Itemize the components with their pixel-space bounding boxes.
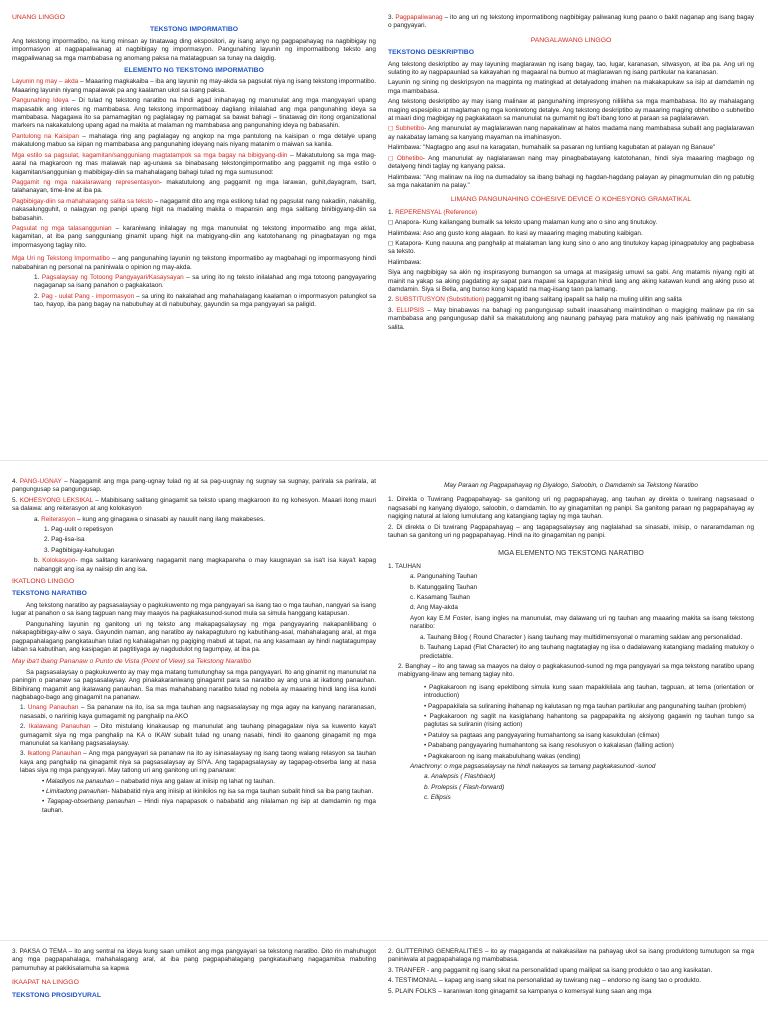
element-paragraph [12,78,376,95]
example-label: Halimbawa: [388,258,422,266]
definition: – mahalaga ring ang paglalagay ng angkop na mga pantulong na kaisipan o mga detalye upang makatulong mabuo sa isipan ng mambabasa ang pangunahing ideyang nais niyang matanim o maiwan sa kanila. [12,132,376,149]
term: Mga Uri ng Tekstong Impormatibo [12,255,110,263]
list-item: • Tagapag-obserbang panauhan – Hindi niya napapasok o nababatid ang nilalaman ng isip at damdamin ng mga tauhan. [42,798,376,814]
list-item: b. Tauhang Lapad (Flat Character) ito ang tauhang nagtataglay ng iisa o dadalawang katangiang madaling matukoy o predictable. [420,644,754,660]
paragraph: ◻ Katapora- Kung nauuna ang panghalip at malalaman lang kung sino o ano ang tinutukoy kapag ipinagpatuloy ang pagbabasa sa teksto. [388,239,754,256]
list-item: a. Analepsis ( Flashback) [424,773,496,781]
list-item: 2. SUBSTITUSYON (Substitution) paggamit ng ibang salitang ipapalit sa halip na muling ulitin ang salita [388,296,682,304]
panel-top-left [12,14,376,414]
paragraph: Layunin ng sining ng deskripsyon na magpinta ng matingkad at detalyadong imahen na makakapukaw sa isip at damdamin ng mga mambabasa. [388,79,754,95]
list-item: d. Ang May-akda [410,604,458,612]
list-item: 1. Pagsalaysay ng Totoong Pangyayari/Kasaysayan – sa uring ito ng teksto inilalahad ang mga totoong pangyayaring nagaganap sa isang panahon o pagkakataon. [34,273,376,290]
list-item: 2. Pag - uulat Pang - impormasyon – sa uring ito nakalahad ang mahahalagang kaalaman o impormasyon patungkol sa tao, hayop, iba pang bagay na nabubuhay at di nabubuhay, gayundin sa mga pangyayari sa paligid. [34,292,376,309]
element-paragraph [12,97,376,131]
example: Halimbawa: "Ang malinaw na ilog na dumadaloy sa ibang bahagi ng hagdan-hagdang palayan ay pinagmumulan din ng patubig sa mga nakatanim na palay." [388,173,754,189]
panel-bottom-left [12,948,376,1024]
paragraph: Pangunahing layunin ng ganitong uri ng teksto ang makapagsalaysay ng mga pangyayaring nakapanlilibang o nakapagbibigay-aliw o saya. Gayundin naman, ang naratibo ay nakapagtuturo ng kabutihang-asal, mahahalagang aral, at mga pagpapahalagang pangkatauhan tulad ng kahalagahan ng pagiging mabuti at tapat, na ang kasamaan ay hindi nagtatagumpay laban sa kabutihan, ang kasipagan at pagtitiyaga ay nagdudulot ng tagumpay, at iba pa. [12,620,376,653]
list-item: c. Kasamang Tauhan [410,594,470,602]
numbered-list [12,704,376,815]
list-item: 1. REPERENSYAL (Reference) [388,208,478,216]
list-item: 1. Pag-uulit o repetisyon [44,526,113,534]
section-heading: TEKSTONG IMPORMATIBO [149,26,239,34]
definition: – Maaaring magkakaiba – iba ang layunin ng may-akda sa pagsulat niya ng isang tekstong impormatibo. Maaaring layunin niyang mapalawak pa ang kaalaman ukol sa isang paksa. [12,78,376,94]
element-paragraph [12,152,376,177]
definition: - makatutulong ang paggamit ng mga larawan, guhit,dayagram, tsart, talahanayan, time-line at iba pa. [12,178,376,195]
paragraph: Ang tekstong deskriptibo ay may layuning maglarawan ng isang bagay, tao, lugar, karanasan, sitwasyon, at iba pa. Ang uri ng sulating ito ay nagpapaunlad sa kakayahan ng magaaral na bumuo at maglarawan ng isang partikular na karanasan. [388,60,754,77]
definition: – Di tulad ng tekstong naratibo na hindi agad inihahayag ng manunulat ang mga mangyayari upang mapasabik ang interes ng mambabasa. Ang tekstong impormatiboay dagliang inilalahad ang mga pangunahing ideya sa mambabasa. Nagagawa ito sa pamamagitan ng paglalagay ng pamagat sa bawat bahagi – tinatawag din itong organizational markers na nakakatulong upang agad na makita at malaman ng mambabasa ang pangunahing ideya ng babasahin. [12,97,376,130]
list-item: a. Reiterasyon – kung ang ginagawa o sinasabi ay nauulit nang ilang makabeses. [34,515,265,523]
element-paragraph [12,133,376,150]
panel-middle-left [12,478,376,930]
paragraph: Ang tekstong impormatibo, na kung minsan ay tinatawag ding ekspositori, ay isang anyo ng pagpapahayag na nagbibigay ng impormasyon at nagpapaliwanag at nagbibigay ng impormasyon. Pangunahing layunin ng impormatibong teksto ang magpaliwanag sa mga mambabasa ng anomang paksa na matatagpuan sa tunay na daigdig. [12,37,376,62]
paragraph: Ang tekstong naratibo ay pagsasalaysay o pagkukuwento ng mga pangyayari sa isang tao o mga tauhan, nangyari sa isang lugar at panahon o sa isang tagpuan nang may maayos na pagkakasunod-sunod mula sa simula hanggang katapusan. [12,601,376,618]
definition: – Makatutulong sa mga mag-aaral na magkaroon ng mas malawak nap ag-unawa sa binabasang tekstongimpormatibo ang paggamit ng mga estilo o kagamitan/sanggunian g mabibigay-diin sa mahahalagang bahagi tulad ng mga sumusunod: [12,151,376,176]
sub-list [12,516,376,574]
list-item: b. Katunggaling Tauhan [410,583,478,591]
list-item: 5. PLAIN FOLKS – karaniwan itong ginagamit sa kampanya o komersyal kung saan ang mga [388,987,652,995]
list-item: • Maladiyos na panauhan – nababatid niya ang galaw at iniisip ng lahat ng tauhan. [42,777,275,785]
definition: – ang pangunahing layunin ng tekstong impormatibo ay magbahagi ng impormasyong hindi nababahiran ng personal na paniniwala o opinion ng may-akda. [12,255,376,271]
list-item: a. Tauhang Bilog ( Round Character ) isang tauhang may multidimensyonal o maraming saklaw ang personalidad. [420,633,743,641]
list-item: • Pagkakaroon ng isang epektibong simula kung saan mapakikilala ang tauhan, tagpuan, at tema (orientation or introduction) [424,683,754,700]
list-item: 5. KOHESYONG LEKSIKAL – Mabibisang salitang ginagamit sa teksto upang magkaroon ito ng kohesyon. Maaari itong mauri sa dalawa: ang reiterasyon at ang kolokasyon [12,496,376,513]
term: Layunin ng may – akda [12,78,79,86]
element-paragraph [12,225,376,250]
list-item: b. Kolokasyon- mga salitang karaniwang nagagamit nang magkapareha o may kaugnayan sa isa't isa kaya't kapag nabanggit ang isa ay naiisip din ang isa. [34,557,376,573]
week-label: PANGALAWANG LINGGO [530,36,612,44]
paragraph: Ang tekstong deskriptibo ay may isang malinaw at pangunahing impresyong nililikha sa mga mambabasa. Ito ay mahalagang maging espesipiko at maglaman ng mga konkretong detalye. Ang tekstong deskriptibo ay maaaring maging obhetibo o subhetibo at maari ding magbigay ng pagkakataon sa manunulat na gumamit ng iba't ibang tono at paraan sa paglalarawan. [388,98,754,123]
list-item: 2. Pag-iisa-isa [44,536,85,544]
section-heading: MGA ELEMENTO NG TEKSTONG NARATIBO [498,550,644,558]
list-item: 2. Ikalawang Panauhan – Dito mistulang kinakausap ng manunulat ang tauhang pinagagalaw niya sa kuwento kaya't gumagamit siya ng mga panghalip na KA o IKAW subalit tulad ng unang nasabi, hindi ito gaanong ginagamit ng mga manunulat sa kanilang pagsasalaysay. [20,723,376,747]
list-item: • Pagkakaroon ng saglit na kasiglahang hahantong sa pagpapakita ng aksiyong gagawin ng tauhan tungo sa paglutas sa suliranin (rising action) [424,712,754,729]
list-item: 1. TAUHAN [388,562,421,570]
element-paragraph [12,255,376,272]
list-item: • Pagpapakilala sa suliraning ihahanap ng kalutasan ng mga tauhan partikular ang pangunahing tauhan (problem) [424,702,746,710]
week-label: IKATLONG LINGGO [12,578,75,586]
term: Pantulong na Kaisipan [12,132,79,140]
list-item: 1. Unang Panauhan – Sa pananaw na ito, isa sa mga tauhan ang nagsasalaysay ng mga agay na kanyang nararanasan, nasasabi, o naririnig kaya gumagamit ng panghalip na AKO [20,704,376,720]
paragraph: Anachrony: o mga pagsasalaysay na hindi nakaayos sa tamang pagkakasunod -sunod [410,762,656,770]
section-heading: TEKSTONG PROSIDYURAL [12,991,101,999]
list-item: • Pagkakaroon ng isang makabuluhang wakas (ending) [424,752,581,760]
paragraph: ◻ Subhetibo- Ang manunulat ay maglalarawan nang napakalinaw at halos madama nang mambabasa subalit ang paglalarawan ay nakabatay lamang sa kanyang mayaman na imahinasyon. [388,125,754,141]
page-divider [0,940,768,941]
page-divider [0,460,768,461]
example: Siya ang nagbibigay sa akin ng inspirasyong bumangon sa umaga at masigasig umuwi sa gabi. Ang matamis niyang ngiti at mainit na yakap sa aking pagdating ay sapat para mapawi sa kapaguran hindi lang ang aking katawan kundi ang aking puso at damdamin. Siya si Bella, ang bunso kong kapatid na mag-iisang taon pa lamang. [388,269,754,293]
bullet-list [388,684,754,761]
list-item: • Pababang pangyayaring humahantong sa isang resolusyon o kakalasan (falling action) [424,742,674,750]
list-item: 3. Ikatlong Panauhan – Ang mga pangyayari sa pananaw na ito ay isinasalaysay ng isang taong walang relasyon sa tauhan kaya ang panghalip na ginagamit niya sa pagsasalaysay ay SIYA. Ang tagapagsalaysay ay tagapag-obserba lang at nasa labas siya ng mga pangyayari. May tatlong uri ang ganitong uri ng pananaw: [20,750,376,775]
list-item: 3. PAKSA O TEMA – ito ang sentral na ideya kung saan umiikot ang mga pangyayari sa tekstong naratibo. Dito rin mahuhugot ang mga pagpapahalaga, mahahalagang aral, at iba pang pagpapahalagang pangkatauhang nagagamitsa mabuting pamumuhay at pakikisalamuha sa kapwa [12,948,376,972]
week-label: UNANG LINGGO [12,14,65,21]
list-item: c. Ellipsis [424,794,451,802]
section-heading: TEKSTONG DESKRIPTIBO [388,49,474,57]
example: Halimbawa: Aso ang gusto kong alagaan. Ito kasi ay maaaring maging mabuting kaibigan. [388,229,643,237]
list-item: 1. Direkta o Tuwirang Pagpapahayag- sa ganitong uri ng pagpapahayag, ang tauhan ay direkta o tuwirang nagsasaad o nagsasabi ng kanyang diyalogo, saloobin, o damdamin. Ito ay ginagamitan ng panipi. Sa ganitong paraan ng pagpapahayag ay nagiging natural at lalong lumulutang ang katangiang taglay ng mga tauhan. [388,496,754,521]
element-paragraph [12,179,376,196]
panel-bottom-right [388,948,754,1024]
section-heading: LIMANG PANGUNAHING COHESIVE DEVICE O KOHESYONG GRAMATIKAL [450,196,692,204]
list-item: 3. Pagbibigay-kahulugan [44,546,115,554]
section-heading: TEKSTONG NARATIBO [12,590,87,598]
list-item: 4. TESTIMONIAL – kapag ang isang sikat na personalidad ay tuwirang nag – endorso ng isang tao o produkto. [388,977,702,985]
list-item: 2. Banghay – ito ang tawag sa maayos na daloy o pagkakasunod-sunod ng mga pangyayari sa mga tekstong naratibo upang mabigyang-linaw ang temang taglay nito. [398,662,754,679]
list-item: 3. ELLIPSIS – May binabawas na bahagi ng pangungusap subalit inaasahang maiintindihan o magiging malinaw pa rin sa mambabasa ang pangungusap dahil sa makatutulong ang naunang pahayag para matukoy ang nais ipahiwatig ng nawalang salita. [388,306,754,331]
term: Pagbibigay-diin sa mahahalagang salita sa teksto [12,197,153,205]
definition: – karaniwang inilalagay ng mga manunulat ng tekstong impormatibo ang mga aklat, kagamitan, at iba pang sangguniang ginamit upang higit na mabigyang-diin ang katotohanang ng pinagbatayan ng mga impormasyong taglay nito. [12,224,376,249]
term: Paggamit ng mga nakalarawang representasyon [12,178,160,186]
paragraph: ◻ Anapora- Kung kailangang bumalik sa teksto upang malaman kung ano o sino ang tinutukoy. [388,219,658,227]
definition: – nagagamit dito ang mga estilong tulad ng pagsulat nang nakadiin, nakahilig, nakasalungguhit, o nalagyan ng panipi upang higit na madaling makita o mapansin ang mga salitang binibigyang-diin sa babasahin. [12,197,376,222]
subsection-heading: May iba't ibang Pananaw o Punto de Vista (Point of View) sa Tekstong Naratibo [12,658,252,666]
section-title: May Paraan ng Pagpapahayag ng Diyalogo, Saloobin, o Damdamin sa Tekstong Naratibo [444,482,698,489]
panel-top-right [388,14,754,414]
term: Mga estilo sa pagsulat, kagamitan/sangguniang magtatampok sa mga bagay na bibigyang-diin [12,151,288,159]
list-item: a. Pangunahing Tauhan [410,573,478,581]
example: Halimbawa: "Nagtagpo ang asul na karagatan, humahalik sa pasaran ng luntiang kagubatan at palayan ng Banaue" [388,144,716,152]
list-item: • Limitadong panauhan- Nababatid niya ang iniisip at ikinikilos ng isa sa mga tauhan subalit hindi sa iba pang tauhan. [42,788,374,795]
section-heading: ELEMENTO NG TEKSTONG IMPORMATIBO [124,67,264,75]
paragraph: Sa pagsasalaysay o pagkukuwento ay may mga matang tumutunghay sa mga pangyayari. Ito ang ginamit ng manunulat na paningin o pananaw sa pagsasalaysay. Ang pinakakaraniwang ginagamit para sa naratibo ay ang una at ikatlong panauhan. Bibihirang magamit ang ikalawang panauhan. Sa mas mahahabang naratibo tulad ng nobela ay maaaring hindi lang iisa kundi nagbabago-bago ang ginagamit na pananaw. [12,668,376,701]
paragraph: ◻ Obhetibo- Ang manunulat ay naglalarawan nang may pinagbabatayang katotohanan, hindi siya maaaring magbago ng detalyeng hindi taglay ng kanyang paksa. [388,154,754,171]
list-item: 4. PANG-UGNAY – Nagagamit ang mga pang-ugnay tulad ng at sa pag-uugnay ng sugnay sa sugnay, parirala sa parirala, at pangungusap sa pangungusap. [12,478,376,494]
term: Pagsulat ng mga talasanggunian [12,224,112,232]
list-item: 2. GLITTERING GENERALITIES – ito ay magaganda at nakakasilaw na pahayag ukol sa isang produktong tumutugon sa mga paniniwala at pagpapahalaga ng mambabasa. [388,948,754,964]
term: Pangunahing Ideya [12,97,69,105]
list-item: 3. Pagpapaliwanag – ito ang uri ng tekstong impormatibong nagbibigay paliwanag kung paano o bakit naganap ang isang bagay o pangyayari. [388,14,754,30]
paragraph: Ayon kay E.M Foster, isang ingles na manunulat, may dalawang uri ng tauhan ang maaaring makita sa isang tekstong naratibo: [410,614,754,631]
panel-middle-right [388,482,754,930]
numbered-list [12,274,376,310]
week-label: IKAAPAT NA LINGGO [12,979,79,987]
list-item: • Patuloy sa pagtaas ang pangyayaring humahantong sa isang kasukdulan (climax) [424,731,660,739]
element-paragraph [12,198,376,223]
list-item: b. Prolepsis ( Flash-forward) [424,783,505,791]
list-item: 2. Di direkta o Di tuwirang Pagpapahayag – ang tagapagsalaysay ang naglalahad sa sinasabi, iniisip, o nararamdaman ng tauhan sa ganitong uri ng pagpapahayag. Hindi na ito ginagamitan ng panipi. [388,523,754,540]
list-item: 3. TRANFER - ang paggamit ng isang sikat na personalidad upang mailipat sa isang produkto o tao ang kasikatan. [388,966,713,974]
